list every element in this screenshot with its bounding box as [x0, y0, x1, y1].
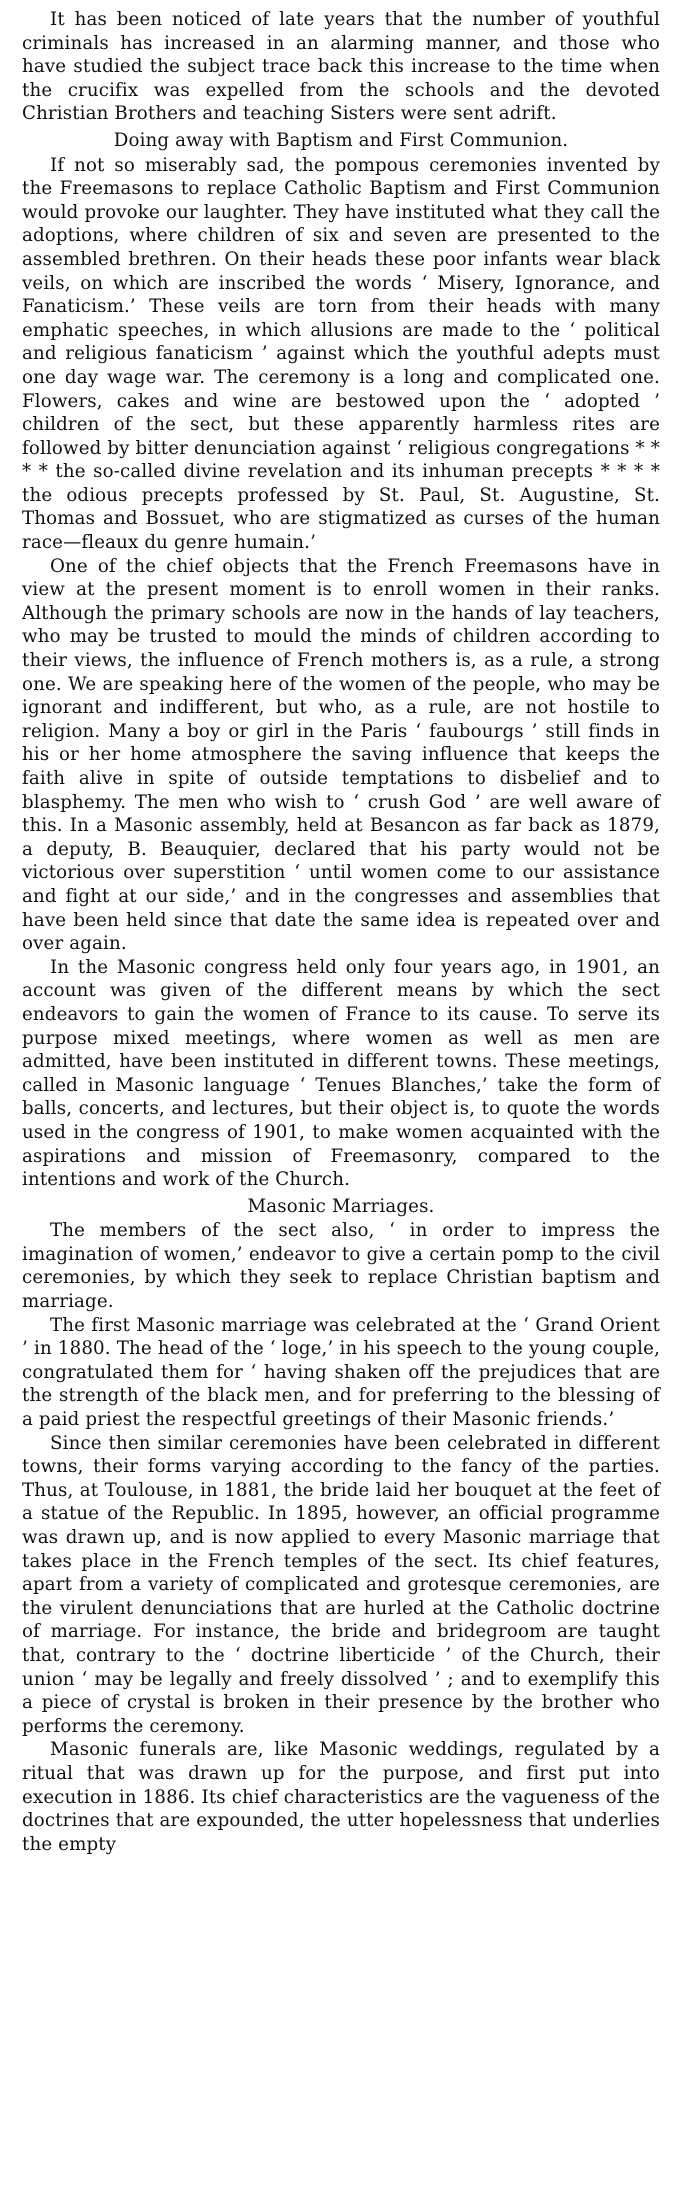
paragraph-congress-1901: In the Masonic congress held only four years ago, in 1901, an account was given of the different means by which the sect endeavors to gain the women of France to its cause. To serve its purpose mixed meetings, where women as well as men are admitted, have been instituted in different towns. These meetings, called in Masonic language ‘ Tenues Blanches,’ take the form of balls, concerts, and lectures, but their object is, to quote the words used in the congress of 1901, to make women acquainted with the aspirations and mission of Freemasonry, compared to the intentions and work of the Church. [22, 956, 660, 1191]
paragraph-similar-ceremonies: Since then similar ceremonies have been celebrated in different towns, their forms varying according to the fancy of the parties. Thus, at Toulouse, in 1881, the bride laid her bouquet at the feet of a statue of the Republic. In 1895, however, an official programme was drawn up, and is now applied to every Masonic marriage that takes place in the French temples of the sect. Its chief features, apart from a variety of complicated and grotesque ceremonies, are the virulent denunciations that are hurled at the Catholic doctrine of marriage. For instance, the bride and bridegroom are taught that, contrary to the ‘ doctrine liberticide ’ of the Church, their union ‘ may be legally and freely dissolved ’ ; and to exemplify this a piece of crystal is broken in their presence by the brother who performs the ceremony. [22, 1432, 660, 1737]
heading-marriages: Masonic Marriages. [247, 1195, 435, 1217]
paragraph-funerals: Masonic funerals are, like Masonic weddings, regulated by a ritual that was drawn up for the purpose, and first put into execution in 1886. Its chief characteristics are the vagueness of the doctrines that are expounded, the utter hopelessness that underlies the empty [22, 1739, 660, 1855]
paragraph-adoptions: If not so miserably sad, the pompous ceremonies invented by the Freemasons to replace Catholic Baptism and First Communion would provoke our laughter. They have instituted what they call the adoptions, where children of six and seven are presented to the assembled brethren. On their heads these poor infants wear black veils, on which are inscribed the words ‘ Misery, Ignorance, and Fanaticism.’ These veils are torn from their heads with many emphatic speeches, in which allusions are made to the ‘ political and religious fanaticism ’ against which the youthful adepts must one day wage war. The ceremony is a long and complicated one. Flowers, cakes and wine are bestowed upon the ‘ adopted ’ children of the sect, but these apparently harmless rites are followed by bitter denunciation against ‘ religious congregations * * * * the so-called divine revelation and its inhuman precepts * * * * the odious precepts professed by St. Paul, St. Augustine, St. Thomas and Bossuet, who are stigmatized as curses of the human race—fleaux du genre humain.’ [22, 154, 660, 554]
article-column [22, 8, 660, 1856]
paragraph-first-marriage: The first Masonic marriage was celebrated at the ‘ Grand Orient ’ in 1880. The head of the ‘ loge,’ in his speech to the young couple, congratulated them for ‘ having shaken off the prejudices that are the strength of the black men, and for preferring to the blessing of a paid priest the respectful greetings of their Masonic friends.’ [22, 1314, 660, 1431]
paragraph-members: The members of the sect also, ‘ in order to impress the imagination of women,’ endeavor to give a certain pomp to the civil ceremonies, by which they seek to replace Christian baptism and marriage. [22, 1220, 660, 1313]
paragraph-women: One of the chief objects that the French Freemasons have in view at the present moment is to enroll women in their ranks. Although the primary schools are now in the hands of lay teachers, who may be trusted to mould the minds of children according to their views, the influence of French mothers is, as a rule, a strong one. We are speaking here of the women of the people, who may be ignorant and indifferent, but who, as a rule, are not hostile to religion. Many a boy or girl in the Paris ‘ faubourgs ’ still finds in his or her home atmosphere the saving influence that keeps the faith alive in spite of outside temptations to disbelief and to blasphemy. The men who wish to ‘ crush God ’ are well aware of this. In a Masonic assembly, held at Besancon as far back as 1879, a deputy, B. Beauquier, declared that his party would not be victorious over superstition ‘ until women come to our assistance and fight at our side,’ and in the congresses and assemblies that have been held since that date the same idea is repeated over and over again. [22, 555, 660, 955]
heading-baptism: Doing away with Baptism and First Communion. [113, 129, 569, 151]
paragraph-youthful-criminals: It has been noticed of late years that the number of youthful criminals has increased in an alarming manner, and those who have studied the subject trace back this increase to the time when the crucifix was expelled from the schools and the devoted Christian Brothers and teaching Sisters were sent adrift. [22, 9, 660, 125]
